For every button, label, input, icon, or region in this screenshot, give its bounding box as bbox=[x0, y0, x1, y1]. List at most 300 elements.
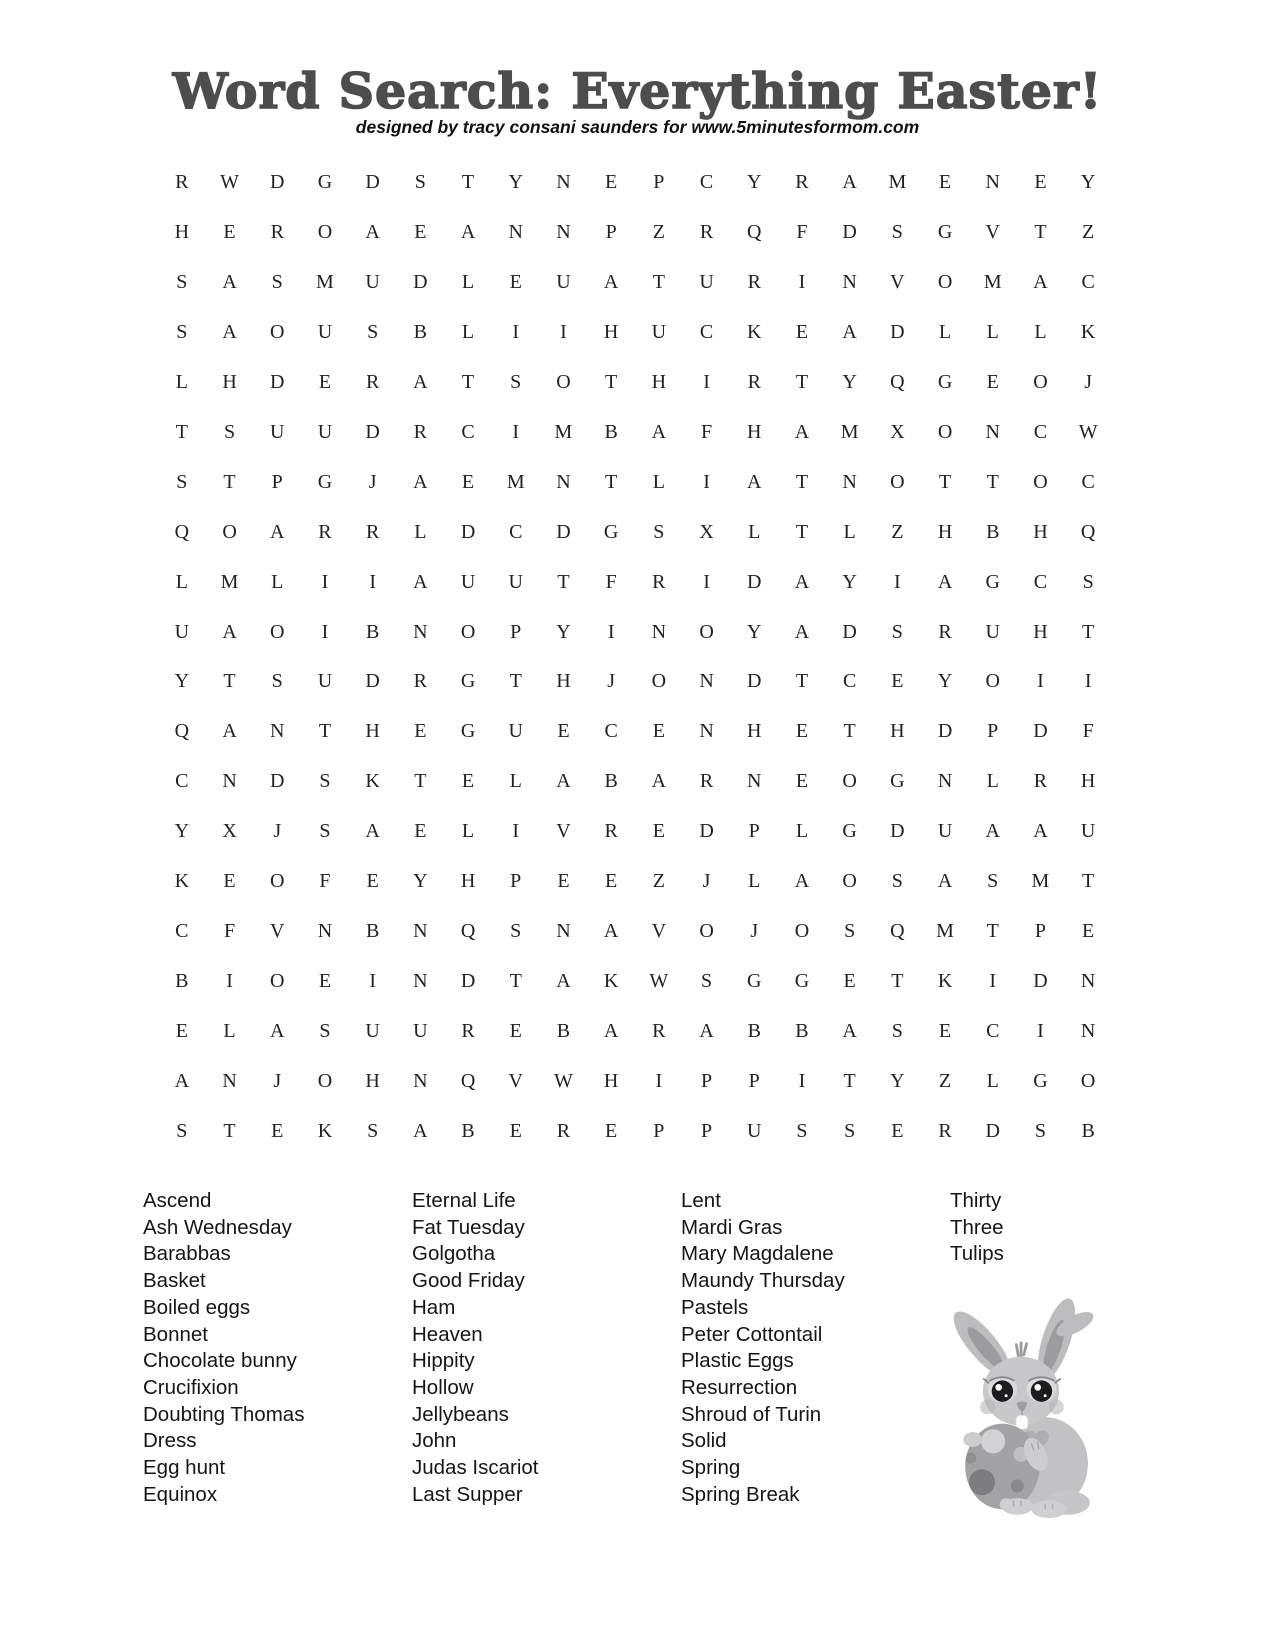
grid-letter: G bbox=[842, 820, 857, 843]
grid-letter: K bbox=[1080, 321, 1096, 344]
grid-letter: O bbox=[270, 870, 285, 893]
grid-letter: U bbox=[365, 1019, 380, 1042]
bunny-nose bbox=[1016, 1401, 1028, 1429]
grid-letter: D bbox=[365, 420, 380, 443]
grid-letter: T bbox=[318, 720, 332, 743]
grid-letter: E bbox=[605, 171, 618, 194]
grid-letter: L bbox=[748, 870, 761, 893]
grid-letter: L bbox=[271, 570, 284, 593]
word-list-item: Solid bbox=[681, 1429, 727, 1453]
grid-letter: M bbox=[506, 470, 525, 493]
word-list-item: Ham bbox=[412, 1295, 456, 1319]
grid-letter: F bbox=[319, 870, 331, 893]
grid-letter: E bbox=[509, 1019, 522, 1042]
grid-letter: I bbox=[369, 969, 376, 992]
grid-letter: C bbox=[1081, 271, 1095, 294]
grid-letter: R bbox=[175, 171, 189, 194]
grid-letter: U bbox=[556, 271, 571, 294]
grid-letter: U bbox=[413, 1019, 428, 1042]
grid-letter: N bbox=[747, 770, 762, 793]
grid-letter: A bbox=[651, 770, 667, 793]
grid-letter: O bbox=[937, 271, 953, 294]
grid-letter: A bbox=[842, 1019, 857, 1042]
grid-letter: E bbox=[652, 720, 665, 743]
grid-letter: V bbox=[651, 919, 667, 942]
grid-letter: N bbox=[270, 720, 285, 743]
grid-letter: G bbox=[1033, 1069, 1048, 1092]
grid-letter: T bbox=[175, 420, 188, 443]
grid-letter: S bbox=[223, 420, 236, 443]
grid-letter: E bbox=[557, 870, 570, 893]
word-list-item: Ascend bbox=[143, 1189, 212, 1212]
grid-letter: L bbox=[175, 371, 188, 394]
grid-letter: H bbox=[603, 321, 619, 344]
grid-letter: E bbox=[175, 1019, 188, 1042]
grid-letter: D bbox=[270, 171, 285, 194]
grid-letter: H bbox=[890, 720, 905, 743]
grid-letter: S bbox=[1034, 1119, 1046, 1142]
grid-letter: A bbox=[222, 271, 237, 294]
grid-letter: M bbox=[936, 919, 954, 942]
grid-letter: E bbox=[605, 870, 618, 893]
grid-letter: D bbox=[1033, 720, 1048, 743]
grid-letter: A bbox=[603, 271, 619, 294]
grid-letter: C bbox=[1033, 570, 1048, 593]
grid-letter: I bbox=[655, 1069, 663, 1092]
grid-letter: A bbox=[174, 1069, 190, 1092]
grid-letter: O bbox=[699, 919, 714, 942]
grid-letter: Z bbox=[891, 520, 904, 543]
grid-letter: D bbox=[890, 820, 905, 843]
grid-letter: S bbox=[796, 1119, 808, 1142]
word-list-item: Eternal Life bbox=[412, 1189, 516, 1212]
grid-letter: S bbox=[367, 1119, 379, 1142]
grid-letter: C bbox=[986, 1019, 1000, 1042]
word-list-item: Chocolate bunny bbox=[143, 1349, 297, 1373]
grid-letter: T bbox=[605, 371, 618, 394]
grid-letter: S bbox=[700, 969, 713, 992]
grid-letter: E bbox=[891, 1119, 904, 1142]
grid-letter: O bbox=[270, 620, 285, 643]
grid-letter: A bbox=[222, 720, 237, 743]
grid-letter: N bbox=[413, 1069, 428, 1092]
grid-letter: M bbox=[316, 271, 334, 294]
grid-letter: S bbox=[319, 820, 331, 843]
grid-letter: B bbox=[461, 1119, 475, 1142]
grid-letter: F bbox=[796, 221, 808, 244]
grid-letter: S bbox=[319, 1019, 331, 1042]
grid-letter: N bbox=[317, 919, 333, 942]
grid-letter: T bbox=[795, 371, 809, 394]
grid-letter: B bbox=[365, 620, 380, 643]
grid-letter: T bbox=[795, 520, 809, 543]
grid-letter: Y bbox=[890, 1069, 905, 1092]
word-list-item: Bonnet bbox=[143, 1322, 208, 1346]
word-list-column-1 bbox=[143, 1188, 304, 1508]
grid-letter: S bbox=[271, 670, 283, 693]
grid-letter: E bbox=[318, 371, 332, 394]
grid-letter: K bbox=[603, 969, 619, 992]
grid-letter: A bbox=[365, 221, 380, 244]
grid-letter: Z bbox=[652, 221, 665, 244]
grid-letter: A bbox=[985, 820, 1000, 843]
grid-letter: O bbox=[1033, 371, 1048, 394]
grid-letter: Y bbox=[556, 620, 571, 643]
grid-letter: I bbox=[798, 271, 806, 294]
grid-letter: R bbox=[795, 171, 809, 194]
grid-letter: I bbox=[703, 371, 710, 394]
grid-letter: N bbox=[556, 470, 571, 493]
grid-letter: N bbox=[556, 171, 571, 194]
grid-letter: L bbox=[795, 820, 809, 843]
grid-letter: U bbox=[699, 271, 714, 294]
grid-letter: E bbox=[795, 720, 809, 743]
grid-letter: I bbox=[369, 570, 376, 593]
word-list-item: Good Friday bbox=[412, 1269, 525, 1293]
grid-letter: Y bbox=[1080, 171, 1096, 194]
grid-letter: V bbox=[270, 919, 285, 942]
grid-letter: D bbox=[365, 670, 380, 693]
grid-letter: Y bbox=[842, 570, 857, 593]
grid-letter: O bbox=[1033, 470, 1048, 493]
grid-letter: D bbox=[270, 770, 285, 793]
grid-letter: H bbox=[460, 870, 476, 893]
grid-letter: O bbox=[651, 670, 667, 693]
grid-letter: J bbox=[702, 870, 711, 893]
grid-letter: E bbox=[557, 720, 570, 743]
word-list-item: Barabbas bbox=[143, 1242, 231, 1266]
grid-letter: E bbox=[461, 770, 475, 793]
grid-letter: I bbox=[607, 620, 615, 643]
grid-letter: W bbox=[1078, 420, 1098, 443]
grid-letter: J bbox=[273, 1069, 282, 1092]
grid-letter: T bbox=[461, 171, 475, 194]
grid-letter: I bbox=[512, 420, 520, 443]
grid-letter: O bbox=[556, 371, 571, 394]
grid-letter: E bbox=[461, 470, 475, 493]
grid-letter: B bbox=[556, 1019, 571, 1042]
grid-letter: P bbox=[748, 1069, 760, 1092]
grid-letter: T bbox=[938, 470, 952, 493]
grid-letter: M bbox=[1031, 870, 1050, 893]
grid-letter: J bbox=[1084, 371, 1093, 394]
grid-letter: A bbox=[413, 570, 428, 593]
grid-letter: U bbox=[317, 670, 333, 693]
word-list-item: Maundy Thursday bbox=[681, 1269, 845, 1293]
grid-letter: G bbox=[794, 969, 810, 992]
grid-letter: A bbox=[603, 919, 619, 942]
word-list-item: Hollow bbox=[412, 1375, 474, 1399]
word-list-item: Judas Iscariot bbox=[412, 1456, 539, 1480]
grid-letter: J bbox=[368, 470, 377, 493]
grid-letter: I bbox=[989, 969, 997, 992]
grid-letter: A bbox=[413, 470, 428, 493]
grid-letter: A bbox=[651, 420, 667, 443]
grid-letter: C bbox=[175, 919, 189, 942]
grid-letter: T bbox=[1034, 221, 1047, 244]
word-list-item: Boiled eggs bbox=[143, 1295, 251, 1319]
grid-letter: R bbox=[556, 1119, 571, 1142]
grid-letter: Q bbox=[890, 371, 905, 394]
grid-letter: D bbox=[556, 520, 571, 543]
grid-letter: O bbox=[842, 770, 857, 793]
grid-letter: H bbox=[747, 720, 762, 743]
grid-letter: R bbox=[652, 1019, 666, 1042]
word-list-item: Thirty bbox=[950, 1189, 1002, 1212]
grid-letter: U bbox=[651, 321, 667, 344]
grid-letter: M bbox=[983, 271, 1002, 294]
grid-letter: S bbox=[510, 371, 522, 394]
grid-letter: T bbox=[1082, 870, 1095, 893]
grid-letter: H bbox=[1080, 770, 1096, 793]
grid-letter: A bbox=[413, 371, 428, 394]
grid-letter: I bbox=[512, 321, 520, 344]
word-list-item: Doubting Thomas bbox=[143, 1402, 305, 1426]
grid-letter: P bbox=[700, 1069, 713, 1092]
grid-letter: Q bbox=[174, 720, 190, 743]
word-list-item: Last Supper bbox=[412, 1482, 523, 1506]
grid-letter: C bbox=[604, 720, 618, 743]
grid-letter: N bbox=[699, 720, 714, 743]
grid-letter: N bbox=[508, 221, 523, 244]
grid-letter: B bbox=[175, 969, 189, 992]
word-list-item: Spring Break bbox=[681, 1482, 800, 1506]
grid-letter: N bbox=[413, 620, 428, 643]
grid-letter: V bbox=[890, 271, 905, 294]
grid-letter: E bbox=[223, 221, 236, 244]
word-list-item: Tulips bbox=[950, 1242, 1004, 1266]
grid-letter: B bbox=[365, 919, 380, 942]
grid-letter: R bbox=[652, 570, 666, 593]
grid-letter: D bbox=[747, 570, 762, 593]
grid-letter: L bbox=[986, 321, 999, 344]
grid-letter: Q bbox=[174, 520, 190, 543]
grid-letter: T bbox=[414, 770, 427, 793]
grid-letter: L bbox=[223, 1019, 236, 1042]
grid-letter: T bbox=[795, 470, 809, 493]
word-list-item: Golgotha bbox=[412, 1242, 496, 1266]
word-list-column-4 bbox=[950, 1188, 1004, 1268]
grid-letter: Y bbox=[747, 620, 762, 643]
grid-letter: E bbox=[891, 670, 904, 693]
grid-letter: D bbox=[1033, 969, 1048, 992]
grid-letter: F bbox=[700, 420, 713, 443]
grid-letter: H bbox=[1033, 620, 1048, 643]
grid-letter: X bbox=[699, 520, 714, 543]
grid-letter: O bbox=[890, 470, 905, 493]
word-list-item: Egg hunt bbox=[143, 1456, 226, 1480]
grid-letter: S bbox=[176, 271, 188, 294]
grid-letter: O bbox=[842, 870, 857, 893]
grid-letter: S bbox=[891, 870, 903, 893]
grid-letter: O bbox=[699, 620, 714, 643]
grid-letter: D bbox=[747, 670, 762, 693]
grid-letter: D bbox=[460, 969, 476, 992]
grid-letter: N bbox=[985, 420, 1000, 443]
word-list-item: Equinox bbox=[143, 1482, 218, 1506]
word-list-item: Shroud of Turin bbox=[681, 1402, 822, 1426]
grid-letter: L bbox=[938, 321, 952, 344]
grid-letter: I bbox=[703, 470, 710, 493]
grid-letter: G bbox=[317, 171, 333, 194]
grid-letter: T bbox=[986, 470, 999, 493]
grid-letter: K bbox=[365, 770, 380, 793]
page-subtitle: designed by tracy consani saunders for www.5minutesformom.com bbox=[355, 117, 920, 137]
grid-letter: A bbox=[603, 1019, 619, 1042]
grid-letter: O bbox=[317, 221, 333, 244]
grid-letter: O bbox=[317, 1069, 333, 1092]
grid-letter: S bbox=[367, 321, 379, 344]
grid-letter: L bbox=[461, 321, 475, 344]
grid-letter: B bbox=[604, 420, 618, 443]
grid-letter: Y bbox=[747, 171, 762, 194]
grid-letter: E bbox=[414, 820, 427, 843]
grid-letter: M bbox=[840, 420, 859, 443]
grid-letter: D bbox=[842, 620, 857, 643]
grid-letter: E bbox=[509, 1119, 522, 1142]
grid-letter: A bbox=[413, 1119, 428, 1142]
grid-letter: U bbox=[174, 620, 190, 643]
grid-letter: T bbox=[557, 570, 570, 593]
word-list-column-3 bbox=[681, 1188, 845, 1508]
grid-letter: S bbox=[891, 1019, 903, 1042]
grid-letter: D bbox=[365, 171, 380, 194]
grid-letter: N bbox=[937, 770, 953, 793]
grid-letter: U bbox=[747, 1119, 762, 1142]
grid-letter: H bbox=[1033, 520, 1048, 543]
grid-letter: S bbox=[844, 919, 856, 942]
grid-letter: E bbox=[795, 770, 809, 793]
grid-letter: T bbox=[509, 670, 522, 693]
grid-letter: N bbox=[413, 969, 428, 992]
word-list-item: Spring bbox=[681, 1456, 741, 1480]
grid-letter: S bbox=[510, 919, 522, 942]
grid-letter: R bbox=[461, 1019, 475, 1042]
grid-letter: H bbox=[365, 1069, 380, 1092]
grid-letter: R bbox=[1033, 770, 1048, 793]
grid-letter: I bbox=[512, 820, 520, 843]
grid-letter: T bbox=[891, 969, 904, 992]
grid-letter: E bbox=[938, 171, 952, 194]
grid-letter: Q bbox=[460, 1069, 476, 1092]
grid-letter: G bbox=[460, 670, 476, 693]
grid-letter: B bbox=[747, 1019, 761, 1042]
grid-letter: O bbox=[270, 969, 285, 992]
grid-letter: P bbox=[748, 820, 760, 843]
word-list-item: Crucifixion bbox=[143, 1375, 239, 1399]
grid-letter: V bbox=[556, 820, 571, 843]
grid-letter: S bbox=[176, 470, 188, 493]
word-list-item: Jellybeans bbox=[412, 1402, 509, 1426]
grid-letter: A bbox=[842, 171, 857, 194]
grid-letter: I bbox=[798, 1069, 806, 1092]
grid-letter: M bbox=[888, 171, 907, 194]
grid-letter: R bbox=[699, 770, 714, 793]
grid-letter: C bbox=[1033, 420, 1048, 443]
grid-letter: I bbox=[1084, 670, 1092, 693]
grid-letter: Y bbox=[413, 870, 428, 893]
grid-letter: Y bbox=[842, 371, 857, 394]
grid-letter: T bbox=[986, 919, 999, 942]
grid-letter: P bbox=[605, 221, 617, 244]
grid-letter: V bbox=[508, 1069, 523, 1092]
grid-letter: E bbox=[938, 1019, 952, 1042]
grid-letter: O bbox=[270, 321, 285, 344]
grid-letter: I bbox=[321, 570, 329, 593]
grid-letter: T bbox=[223, 470, 236, 493]
grid-letter: P bbox=[653, 1119, 665, 1142]
grid-letter: G bbox=[460, 720, 476, 743]
grid-letter: I bbox=[226, 969, 233, 992]
grid-letter: O bbox=[222, 520, 237, 543]
grid-letter: D bbox=[413, 271, 428, 294]
grid-letter: E bbox=[509, 271, 522, 294]
grid-letter: Y bbox=[174, 820, 190, 843]
word-list-item: Basket bbox=[143, 1269, 206, 1293]
grid-letter: G bbox=[985, 570, 1000, 593]
grid-letter: E bbox=[652, 820, 665, 843]
grid-letter: S bbox=[987, 870, 999, 893]
grid-letter: E bbox=[843, 969, 856, 992]
grid-letter: A bbox=[794, 870, 810, 893]
grid-letter: R bbox=[699, 221, 714, 244]
grid-letter: R bbox=[747, 271, 761, 294]
grid-letter: X bbox=[222, 820, 237, 843]
grid-letter: A bbox=[842, 321, 857, 344]
word-search-grid bbox=[158, 158, 1112, 1156]
grid-letter: Q bbox=[1080, 520, 1096, 543]
grid-letter: D bbox=[842, 221, 857, 244]
grid-letter: A bbox=[794, 420, 810, 443]
grid-letter: I bbox=[1037, 670, 1044, 693]
word-list-item: Pastels bbox=[681, 1295, 749, 1319]
grid-letter: W bbox=[220, 171, 239, 194]
grid-letter: Y bbox=[937, 670, 953, 693]
grid-letter: N bbox=[985, 171, 1000, 194]
grid-letter: W bbox=[554, 1069, 573, 1092]
grid-letter: Q bbox=[747, 221, 762, 244]
page-title: Word Search: Everything Easter! bbox=[172, 62, 1103, 120]
grid-letter: N bbox=[556, 221, 571, 244]
grid-letter: S bbox=[844, 1119, 856, 1142]
grid-letter: A bbox=[1033, 271, 1048, 294]
grid-letter: P bbox=[1034, 919, 1046, 942]
grid-letter: R bbox=[365, 520, 380, 543]
grid-letter: T bbox=[223, 1119, 236, 1142]
grid-letter: F bbox=[605, 570, 617, 593]
word-list-item: Three bbox=[950, 1215, 1004, 1239]
grid-letter: D bbox=[460, 520, 476, 543]
grid-letter: E bbox=[366, 870, 379, 893]
grid-letter: I bbox=[560, 321, 567, 344]
grid-letter: L bbox=[748, 520, 761, 543]
grid-letter: F bbox=[1082, 720, 1094, 743]
grid-letter: C bbox=[175, 770, 189, 793]
grid-letter: N bbox=[222, 770, 237, 793]
grid-letter: N bbox=[1080, 969, 1096, 992]
grid-letter: N bbox=[842, 271, 857, 294]
grid-letter: T bbox=[795, 670, 809, 693]
grid-letter: N bbox=[556, 919, 571, 942]
grid-letter: T bbox=[509, 969, 522, 992]
grid-letter: E bbox=[605, 1119, 618, 1142]
grid-letter: B bbox=[986, 520, 1000, 543]
grid-letter: H bbox=[937, 520, 953, 543]
grid-letter: B bbox=[413, 321, 428, 344]
grid-letter: L bbox=[414, 520, 427, 543]
grid-letter: L bbox=[509, 770, 522, 793]
grid-letter: U bbox=[317, 420, 333, 443]
